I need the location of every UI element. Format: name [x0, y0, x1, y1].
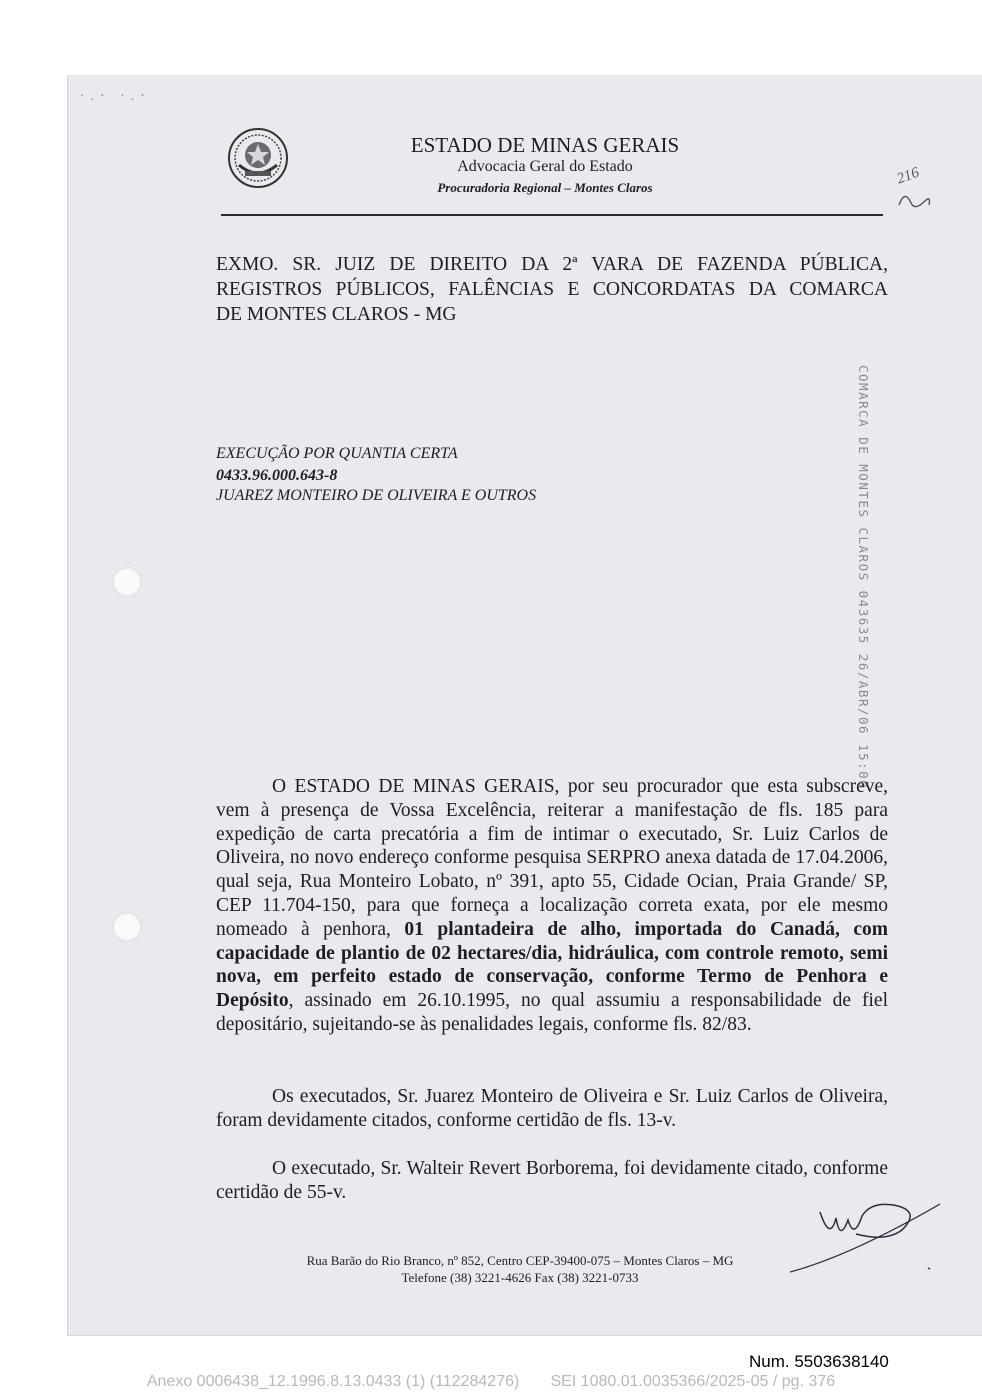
addressee-line-2: REGISTROS PÚBLICOS, FALÊNCIAS E CONCORDATAS DA COMARCA	[216, 279, 888, 300]
addressee-line-3: DE MONTES CLAROS - MG	[216, 304, 457, 325]
case-number: 0433.96.000.643-8	[216, 467, 338, 484]
annex-reference: Anexo 0006438_12.1996.8.13.0433 (1) (112284276) SEI 1080.01.0035366/2025-05 / pg. 376	[146, 1373, 836, 1390]
footer-phone: Telefone (38) 3221-4626 Fax (38) 3221-0733	[401, 1270, 639, 1285]
header-title: ESTADO DE MINAS GERAIS	[410, 133, 680, 157]
handwritten-signature	[790, 1190, 940, 1280]
body-paragraph-1	[216, 775, 888, 1037]
punch-hole-bottom	[112, 912, 142, 942]
body-paragraph-2: Os executados, Sr. Juarez Monteiro de Oliveira e Sr. Luiz Carlos de Oliveira, foram devidamente citados, conforme certidão de fls. 13-v.	[216, 1086, 888, 1131]
handwritten-page-number: 216	[894, 164, 922, 188]
court-receipt-stamp: COMARCA DE MONTES CLAROS 043635 26/ABR/06 15:00	[856, 365, 871, 790]
document-number: Num. 5503638140	[749, 1352, 889, 1371]
scan-specks: ·.‧ ·.‧	[80, 89, 151, 104]
header-subtitle: Advocacia Geral do Estado	[457, 158, 633, 175]
body-paragraph-1-text-a: O ESTADO DE MINAS GERAIS, por seu procurador que esta subscreve, vem à presença de Vossa Excelência, reiterar a manifestação de fls. 185 para expedição de carta precatória a fim de intimar o executado, Sr. Luiz Carlos de Oliveira, no novo endereço conforme pesquisa SERPRO anexa datada de 17.04.2006, qual seja, Rua Monteiro Lobato, nº 391, apto 55, Cidade Ocian, Praia Grande/ SP, CEP 11.704-150, para que forneça a localização correta exata, por ele mesmo nomeado à penhora,	[216, 776, 888, 940]
body-paragraph-3: O executado, Sr. Walteir Revert Borborema, foi devidamente citado, conforme certidão de 55-v.	[216, 1158, 888, 1203]
addressee-line-1: EXMO. SR. JUIZ DE DIREITO DA 2ª VARA DE FAZENDA PÚBLICA,	[216, 254, 888, 275]
state-seal-icon	[227, 127, 289, 189]
body-paragraph-1-bold: 01 plantadeira de alho, importada do Canadá, com capacidade de plantio de 02 hectares/dia, hidráulica, com controle remoto, semi nova, em perfeito estado de conservação, conforme Termo de Penhora e Depósito	[216, 918, 889, 1012]
case-parties: JUAREZ MONTEIRO DE OLIVEIRA E OUTROS	[216, 487, 537, 504]
case-type: EXECUÇÃO POR QUANTIA CERTA	[216, 445, 458, 462]
header-divider	[221, 214, 883, 216]
handwritten-initial-mark	[895, 183, 935, 213]
footer-address: Rua Barão do Rio Branco, nº 852, Centro CEP-39400-075 – Montes Claros – MG	[306, 1253, 734, 1268]
body-paragraph-1-text-b: , assinado em 26.10.1995, no qual assumiu a responsabilidade de fiel depositário, sujeitando-se às penalidades legais, conforme fls. 82/83.	[216, 990, 888, 1035]
punch-hole-top	[112, 567, 142, 597]
addressee-block	[216, 252, 888, 327]
header-office: Procuradoria Regional – Montes Claros	[437, 180, 653, 195]
